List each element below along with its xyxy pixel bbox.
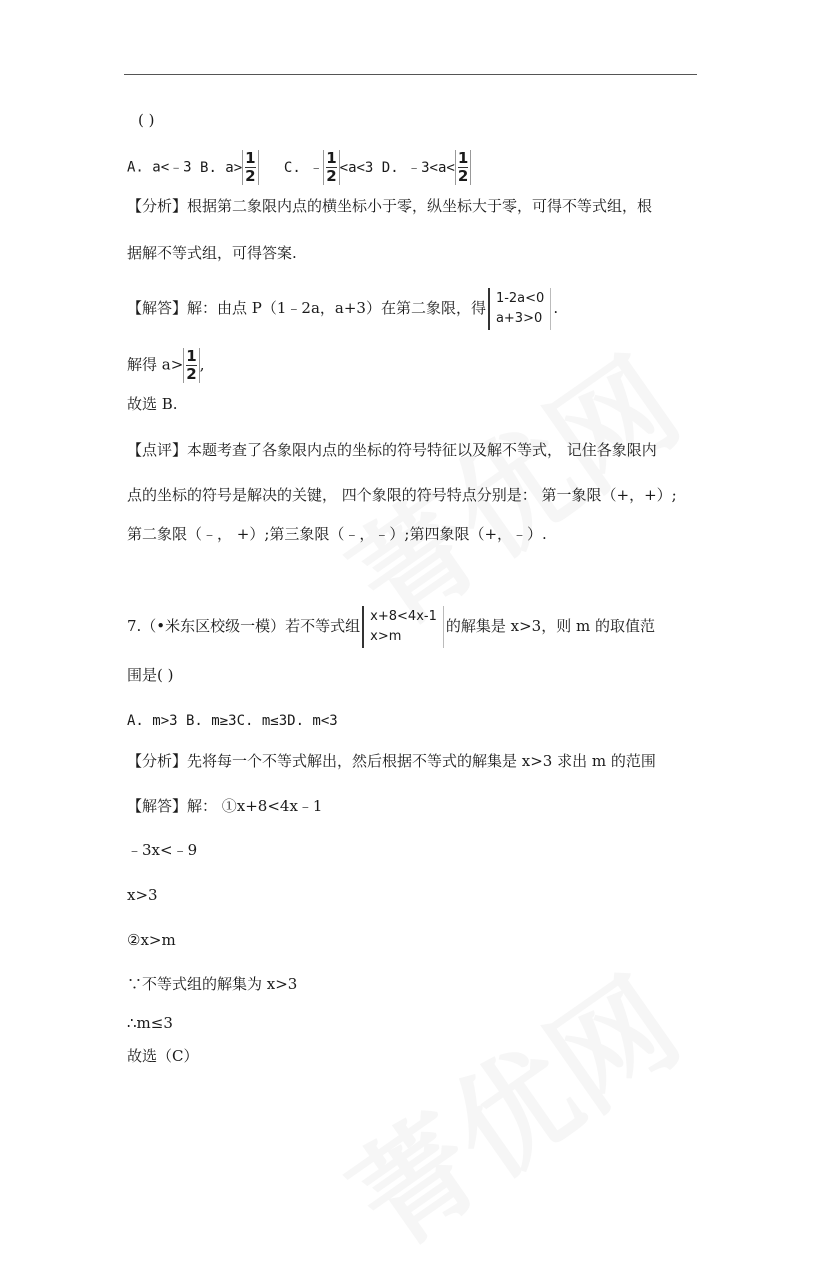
header-rule	[124, 74, 697, 75]
q6-result: 解得 a> $\frac{1}{2}$ ,	[127, 347, 205, 383]
watermark-logo	[313, 932, 707, 1279]
q6-option-b: B. a> $\frac{1}{2}$	[200, 160, 259, 176]
q7-choice: 故选（C）	[127, 1047, 199, 1065]
q7-solution-line: ∵不等式组的解集为 x>3	[127, 975, 298, 993]
q6-analysis-line: 【分析】根据第二象限内点的横坐标小于零，纵坐标大于零，可得不等式组，根	[127, 197, 653, 215]
q7-solution-line: ﹣3x<﹣9	[127, 841, 198, 859]
q7-options: A. m>3 B. m≥3C. m≤3D. m<3	[127, 713, 338, 729]
q6-option-d: D. ﹣3<a< $\frac{1}{2}$	[382, 160, 471, 176]
q6-options	[127, 150, 471, 185]
q7-solution-line: ∴m≤3	[127, 1014, 173, 1032]
q6-comment-line: 第二象限（﹣， +）;第三象限（﹣，﹣）;第四象限（+，﹣）.	[127, 525, 547, 543]
q6-solution: 【解答】解：由点 P（1﹣2a，a+3）在第二象限，得 1-2a<0 a+3>0 .	[127, 288, 558, 330]
q6-option-a: A. a<﹣3	[127, 159, 192, 176]
fraction: $\frac{1}{2}$	[183, 348, 199, 383]
q7-stem-line-2: 围是( )	[127, 666, 174, 684]
fraction: $\frac{1}{2}$	[242, 150, 258, 185]
fraction: $\frac{1}{2}$	[323, 150, 339, 185]
q7-solution-line: x>3	[127, 886, 158, 904]
q6-comment-line: 点的坐标的符号是解决的关键， 四个象限的符号特点分别是： 第一象限（+，+）;	[127, 486, 677, 504]
q6-option-c: C. ﹣ $\frac{1}{2}$ <a<3	[283, 149, 374, 185]
q7-stem: 7.（•米东区校级一模）若不等式组 x+8<4x-1 x>m 的解集是 x>3，则 m 的取值范	[127, 606, 655, 648]
q6-analysis-line: 据解不等式组，可得答案.	[127, 244, 297, 262]
fraction: $\frac{1}{2}$	[455, 150, 471, 185]
inequality-system: x+8<4x-1 x>m	[362, 606, 444, 648]
q7-solution-line: ②x>m	[127, 931, 176, 949]
q7-solution-line: 【解答】解： ①x+8<4x﹣1	[127, 797, 323, 815]
q6-choice: 故选 B.	[127, 395, 178, 413]
q7-analysis: 【分析】先将每一个不等式解出，然后根据不等式的解集是 x>3 求出 m 的范围	[127, 752, 656, 770]
blank-paren: ( )	[138, 111, 155, 129]
inequality-system: 1-2a<0 a+3>0	[488, 288, 551, 330]
q6-comment-line: 【点评】本题考查了各象限内点的坐标的符号特征以及解不等式， 记住各象限内	[127, 441, 657, 459]
